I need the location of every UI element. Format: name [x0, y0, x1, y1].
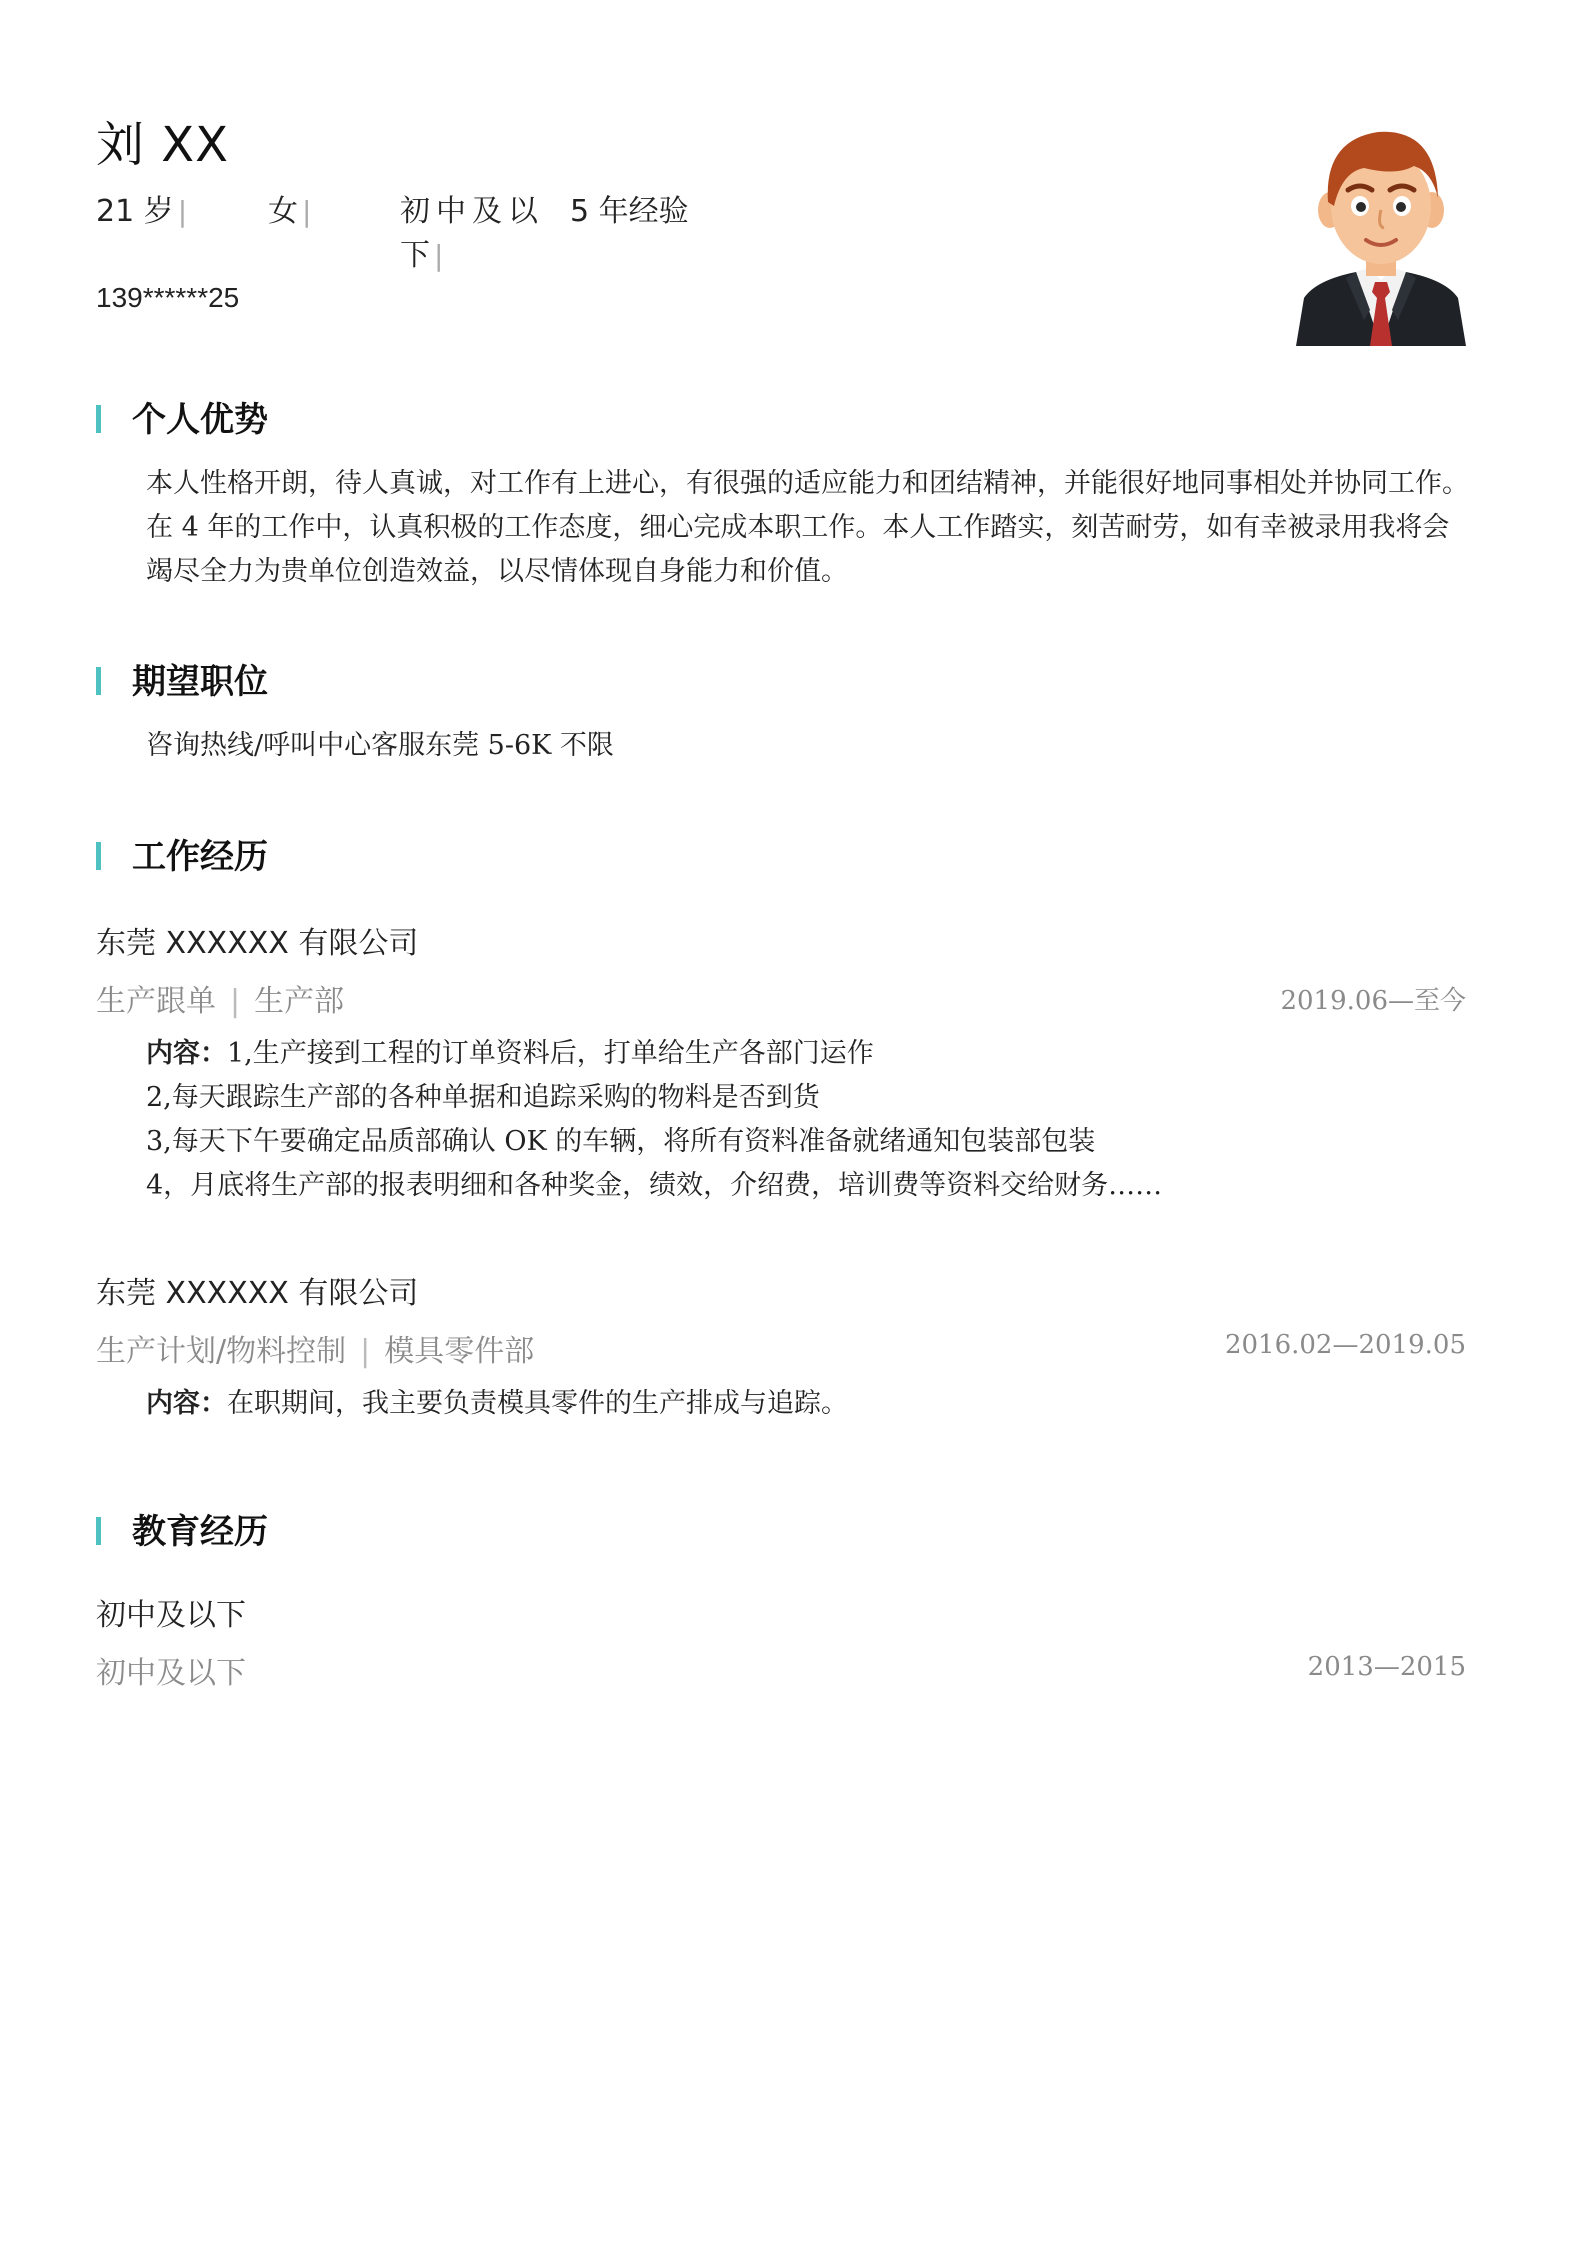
avatar	[1286, 110, 1476, 346]
content-label: 内容：	[146, 1038, 227, 1069]
education-value-line2: 下	[400, 238, 430, 273]
section-title-work: 工作经历	[132, 837, 268, 877]
job-content-line: 3,每天下午要确定品质部确认 OK 的车辆，将所有资料准备就绪通知包装部包装	[146, 1126, 1096, 1157]
education-field	[400, 190, 544, 278]
role-divider: |	[360, 1334, 371, 1369]
candidate-name: 刘 XX	[96, 117, 230, 173]
content-label: 内容：	[146, 1388, 227, 1419]
section-title-expected-job: 期望职位	[132, 662, 268, 702]
advantages-line: 在 4 年的工作中，认真积极的工作态度，细心完成本职工作。本人工作踏实，刻苦耐劳，如有幸被录用我将会	[146, 512, 1450, 543]
education-degree: 初中及以下	[96, 1656, 246, 1691]
advantages-text	[146, 462, 1506, 594]
education-separator: |	[434, 239, 444, 272]
man-avatar-icon	[1286, 110, 1476, 346]
section-title-advantages: 个人优势	[132, 400, 268, 440]
gender-value: 女	[268, 194, 298, 229]
education-value-line1: 初中及以	[400, 194, 544, 229]
job-content-line: 4，月底将生产部的报表明细和各种奖金，绩效，介绍费，培训费等资料交给财务……	[146, 1170, 1163, 1201]
education-date: 2013—2015	[1307, 1652, 1466, 1682]
job-content-line	[146, 1032, 874, 1076]
job-role	[96, 976, 344, 1020]
job-content-line	[146, 1382, 848, 1426]
role-divider: |	[230, 984, 241, 1019]
age-field	[96, 190, 187, 234]
job-date: 2019.06—至今	[1280, 986, 1466, 1016]
age-value: 21 岁	[96, 194, 174, 229]
education-school: 初中及以下	[96, 1598, 246, 1633]
gender-field	[268, 190, 311, 234]
gender-separator: |	[302, 195, 312, 228]
experience-field	[570, 190, 689, 234]
job-department: 模具零件部	[384, 1334, 535, 1369]
advantages-line: 本人性格开朗，待人真诚，对工作有上进心，有很强的适应能力和团结精神，并能很好地同事相处并协同工作。	[146, 468, 1469, 499]
expected-job-text: 咨询热线/呼叫中心客服东莞 5-6K 不限	[146, 730, 614, 761]
job-content-line: 2,每天跟踪生产部的各种单据和追踪采购的物料是否到货	[146, 1082, 820, 1113]
content-text: 1,生产接到工程的订单资料后，打单给生产各部门运作	[227, 1038, 874, 1069]
phone-number: 139******25	[96, 282, 240, 313]
section-title-education: 教育经历	[132, 1512, 268, 1552]
job-date: 2016.02—2019.05	[1224, 1330, 1466, 1360]
job-position: 生产跟单	[96, 984, 216, 1019]
experience-value: 5 年经验	[570, 194, 689, 229]
content-text: 在职期间，我主要负责模具零件的生产排成与追踪。	[227, 1388, 848, 1419]
job-department: 生产部	[254, 984, 345, 1019]
job-position: 生产计划/物料控制	[96, 1334, 347, 1369]
job-company: 东莞 XXXXXX 有限公司	[96, 926, 419, 961]
advantages-line: 竭尽全力为贵单位创造效益，以尽情体现自身能力和价值。	[146, 556, 848, 587]
job-role	[96, 1326, 534, 1370]
age-separator: |	[177, 195, 188, 228]
job-company: 东莞 XXXXXX 有限公司	[96, 1276, 419, 1311]
